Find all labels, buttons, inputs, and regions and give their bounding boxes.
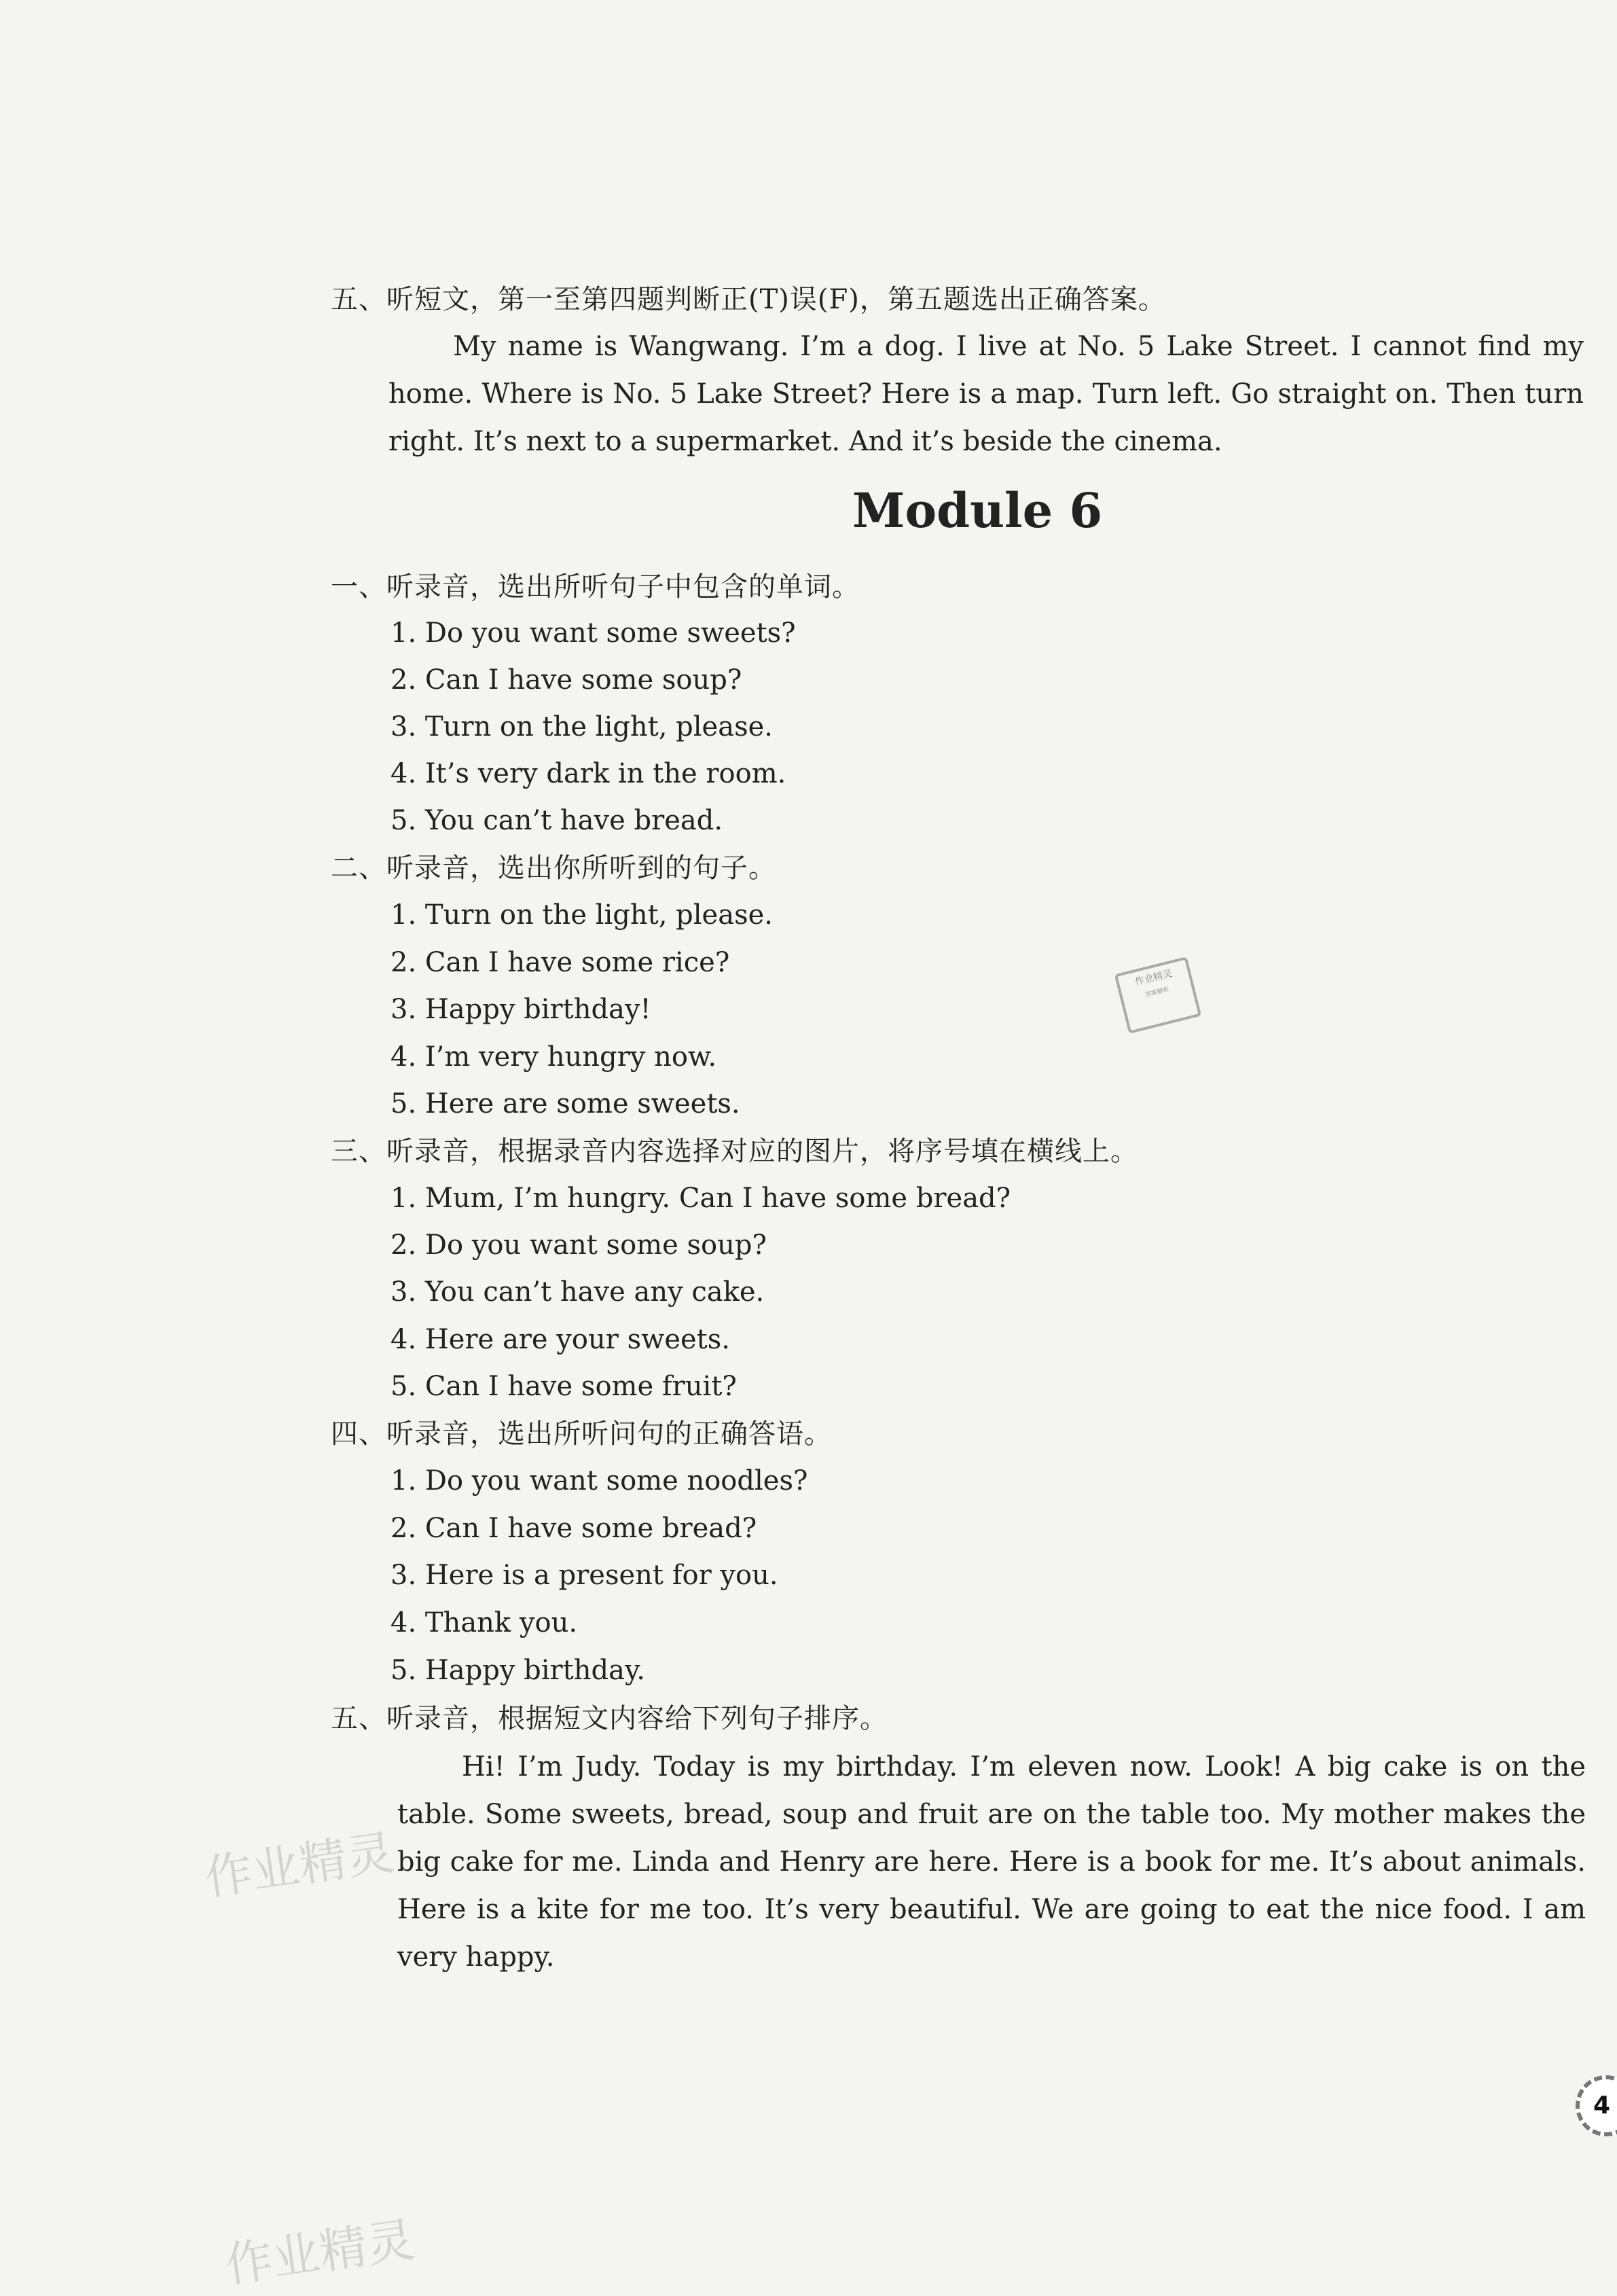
list-item: 5. Here are some sweets. xyxy=(390,1088,740,1119)
section-heading-3: 三、听录音，根据录音内容选择对应的图片，将序号填在横线上。 xyxy=(331,1136,1138,1167)
list-item: 2. Can I have some bread? xyxy=(390,1513,757,1544)
list-item: 4. Thank you. xyxy=(390,1607,578,1638)
list-item: 2. Can I have some soup? xyxy=(390,664,742,696)
section-heading-5: 五、听录音，根据短文内容给下列句子排序。 xyxy=(331,1703,888,1734)
list-item: 1. Do you want some sweets? xyxy=(390,617,796,649)
list-item: 5. Happy birthday. xyxy=(390,1655,645,1686)
list-item: 5. You can’t have bread. xyxy=(390,805,723,836)
list-item: 3. Here is a present for you. xyxy=(390,1560,778,1591)
watermark: 作业精灵 xyxy=(201,1824,398,1907)
list-item: 4. Here are your sweets. xyxy=(390,1324,730,1355)
section-heading-listen-passage-tf: 五、听短文，第一至第四题判断正(T)误(F)，第五题选出正确答案。 xyxy=(331,284,1166,315)
list-item: 3. Happy birthday! xyxy=(390,994,651,1025)
list-item: 1. Do you want some noodles? xyxy=(390,1465,808,1496)
section-heading-1: 一、听录音，选出所听句子中包含的单词。 xyxy=(331,571,860,603)
list-item: 4. It’s very dark in the room. xyxy=(390,758,786,789)
list-item: 2. Do you want some soup? xyxy=(390,1230,767,1261)
section-heading-4: 四、听录音，选出所听问句的正确答语。 xyxy=(331,1418,832,1450)
list-item: 1. Turn on the light, please. xyxy=(390,899,773,931)
list-item: 3. You can’t have any cake. xyxy=(390,1276,765,1308)
watermark: 作业精灵 xyxy=(221,2211,418,2294)
page-number-badge: 4 xyxy=(1576,2075,1617,2136)
passage-judy-birthday: Hi! I’m Judy. Today is my birthday. I’m eleven now. Look! A big cake is on the table. Some sweets, bread, soup and fruit are on the table too. My mother makes the big cake for me. Linda and Henry are here. Here is a book for me. It’s about animals. Here is a kite for me too. It’s very beautiful. We are going to eat the nice food. I am very happy. xyxy=(397,1751,1586,1973)
module-title: Module 6 xyxy=(852,482,1103,539)
seal-stamp xyxy=(1114,956,1202,1034)
section-heading-2: 二、听录音，选出你所听到的句子。 xyxy=(331,853,776,884)
stamp-subtitle: 答案解析 xyxy=(1144,986,1170,999)
list-item: 5. Can I have some fruit? xyxy=(390,1371,737,1402)
passage-wangwang: My name is Wangwang. I’m a dog. I live at No. 5 Lake Street. I cannot find my home. Where is No. 5 Lake Street? Here is a map. Turn left. Go straight on. Then turn right. It’s next to a supermarket. And it’s beside the cinema. xyxy=(388,331,1584,457)
stamp-title: 作业精灵 xyxy=(1133,968,1174,988)
list-item: 3. Turn on the light, please. xyxy=(390,711,773,742)
list-item: 2. Can I have some rice? xyxy=(390,947,730,978)
list-item: 1. Mum, I’m hungry. Can I have some bread? xyxy=(390,1183,1011,1214)
list-item: 4. I’m very hungry now. xyxy=(390,1041,717,1073)
